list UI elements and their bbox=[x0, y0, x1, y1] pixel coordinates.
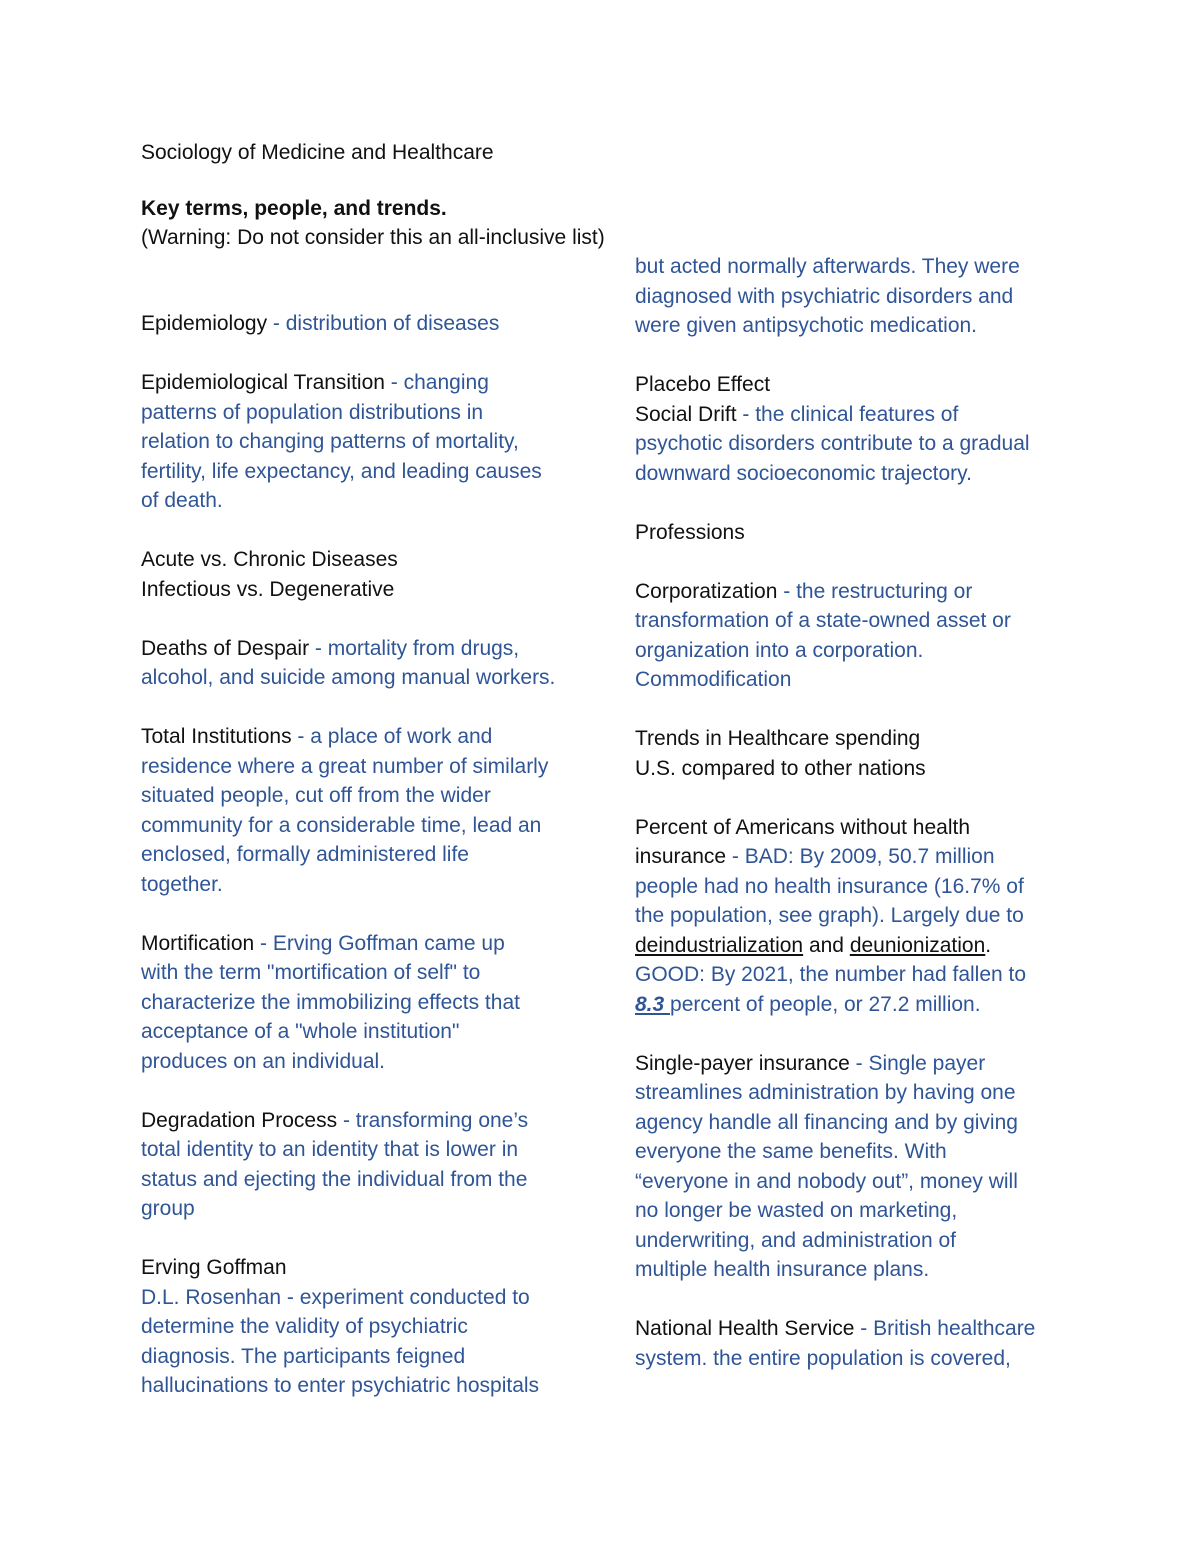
definition: - distribution of diseases bbox=[267, 312, 500, 335]
entry-epidemiological-transition bbox=[141, 368, 571, 516]
definition-line: “everyone in and nobody out”, money will bbox=[635, 1169, 1018, 1193]
term: Total Institutions bbox=[141, 725, 292, 748]
entry-rosenhan-continued bbox=[635, 252, 1065, 341]
definition-line: group bbox=[141, 1197, 195, 1220]
definition-line: patterns of population distributions in bbox=[141, 400, 484, 424]
definition-line: system. the entire population is covered, bbox=[635, 1346, 1011, 1370]
definition-line: status and ejecting the individual from the bbox=[141, 1167, 528, 1191]
entry-epidemiology bbox=[141, 309, 571, 339]
definition-line: downward socioeconomic trajectory. bbox=[635, 461, 972, 485]
definition: - Erving Goffman came up bbox=[254, 931, 505, 955]
definition-line: the population, see graph). Largely due to bbox=[635, 904, 1024, 927]
definition: - Single payer bbox=[849, 1051, 986, 1075]
definition-line: enclosed, formally administered life bbox=[141, 843, 469, 866]
definition-line: community for a considerable time, lead an bbox=[141, 813, 542, 837]
document-header bbox=[141, 138, 841, 253]
definition: - the clinical features of bbox=[736, 402, 959, 426]
definition-line: fertility, life expectancy, and leading causes bbox=[141, 459, 542, 483]
term: Single-payer insurance bbox=[635, 1051, 850, 1075]
definition-line: were given antipsychotic medication. bbox=[635, 314, 978, 337]
entry-total-institutions bbox=[141, 722, 571, 899]
document-subtitle: Key terms, people, and trends. bbox=[141, 196, 447, 220]
definition-line: relation to changing patterns of mortality, bbox=[141, 430, 519, 453]
definition: percent of people, or 27.2 million. bbox=[670, 992, 981, 1016]
left-column bbox=[141, 309, 571, 1401]
definition-line: everyone the same benefits. With bbox=[635, 1140, 947, 1163]
definition-line: alcohol, and suicide among manual workers. bbox=[141, 666, 556, 689]
entry-degradation-process bbox=[141, 1106, 571, 1224]
section-professions: Professions bbox=[635, 520, 745, 544]
definition-line: GOOD: By 2021, the number had fallen to bbox=[635, 963, 1027, 986]
definition-line: but acted normally afterwards. They were bbox=[635, 255, 1020, 278]
definition: - a place of work and bbox=[291, 725, 493, 748]
definition-line: determine the validity of psychiatric bbox=[141, 1315, 468, 1338]
definition: - mortality from drugs, bbox=[309, 636, 520, 660]
entry-infectious-degenerative: Infectious vs. Degenerative bbox=[141, 577, 395, 601]
definition: - transforming one’s bbox=[337, 1108, 529, 1132]
term: Degradation Process bbox=[141, 1108, 338, 1132]
term: Epidemiological Transition bbox=[141, 371, 385, 394]
definition-line: Commodification bbox=[635, 668, 792, 691]
entry-acute-chronic: Acute vs. Chronic Diseases bbox=[141, 548, 398, 571]
definition-line: underwriting, and administration of bbox=[635, 1228, 957, 1252]
entry-deaths-of-despair bbox=[141, 634, 571, 693]
definition: - British healthcare bbox=[854, 1317, 1036, 1340]
right-column bbox=[635, 252, 1065, 1373]
term: National Health Service bbox=[635, 1317, 855, 1340]
definition-line: streamlines administration by having one bbox=[635, 1081, 1016, 1104]
entry-us-compared: U.S. compared to other nations bbox=[635, 756, 926, 780]
term: Percent of Americans without health bbox=[635, 815, 971, 839]
definition: - BAD: By 2009, 50.7 million bbox=[726, 845, 995, 868]
term: Social Drift bbox=[635, 402, 737, 426]
definition-line: people had no health insurance (16.7% of bbox=[635, 874, 1024, 898]
definition-line: agency handle all financing and by giving bbox=[635, 1110, 1018, 1134]
definition-line: situated people, cut off from the wider bbox=[141, 784, 491, 807]
definition-line: together. bbox=[141, 872, 223, 896]
warning-note: (Warning: Do not consider this an all-inclusive list) bbox=[141, 226, 605, 249]
deunionization-link: deunionization bbox=[849, 933, 986, 957]
definition-line: of death. bbox=[141, 489, 223, 512]
entry-corporatization bbox=[635, 577, 1065, 695]
entry-national-health-service bbox=[635, 1314, 1065, 1373]
definition-line: with the term "mortification of self" to bbox=[141, 961, 481, 984]
term: Mortification bbox=[141, 931, 255, 955]
definition-line: characterize the immobilizing effects that bbox=[141, 990, 520, 1014]
definition-line: produces on an individual. bbox=[141, 1049, 386, 1073]
definition-line: diagnosis. The participants feigned bbox=[141, 1344, 466, 1368]
definition-line: multiple health insurance plans. bbox=[635, 1258, 930, 1281]
definition-line: hallucinations to enter psychiatric hospitals bbox=[141, 1374, 540, 1397]
definition-line: no longer be wasted on marketing, bbox=[635, 1199, 958, 1222]
definition-line: organization into a corporation. bbox=[635, 638, 924, 662]
definition-line: transformation of a state-owned asset or bbox=[635, 609, 1011, 632]
entry-rosenhan bbox=[141, 1283, 571, 1401]
definition-line: diagnosed with psychiatric disorders and bbox=[635, 284, 1014, 308]
definition-line: residence where a great number of similarly bbox=[141, 754, 549, 778]
entry-mortification bbox=[141, 929, 571, 1077]
definition: - the restructuring or bbox=[777, 579, 973, 603]
entry-erving-goffman: Erving Goffman bbox=[141, 1256, 287, 1279]
term: Corporatization bbox=[635, 579, 778, 603]
term: Deaths of Despair bbox=[141, 636, 310, 660]
entry-uninsured-americans bbox=[635, 813, 1065, 1020]
period: . bbox=[985, 933, 992, 957]
deindustrialization-link: deindustrialization bbox=[635, 933, 804, 957]
definition-line: D.L. Rosenhan - experiment conducted to bbox=[141, 1285, 530, 1309]
entry-trends-spending: Trends in Healthcare spending bbox=[635, 727, 921, 750]
definition-line: acceptance of a "whole institution" bbox=[141, 1020, 460, 1043]
term: Epidemiology bbox=[141, 312, 268, 335]
highlighted-percent: 8.3 bbox=[635, 992, 671, 1016]
conjunction: and bbox=[803, 933, 850, 957]
definition: - changing bbox=[384, 371, 489, 394]
entry-social-drift bbox=[635, 400, 1065, 489]
entry-single-payer bbox=[635, 1049, 1065, 1285]
definition-line: psychotic disorders contribute to a gradual bbox=[635, 432, 1030, 455]
definition-line: total identity to an identity that is lower in bbox=[141, 1138, 519, 1161]
document-title: Sociology of Medicine and Healthcare bbox=[141, 141, 494, 164]
entry-placebo-effect: Placebo Effect bbox=[635, 373, 771, 396]
term: insurance bbox=[635, 845, 727, 868]
